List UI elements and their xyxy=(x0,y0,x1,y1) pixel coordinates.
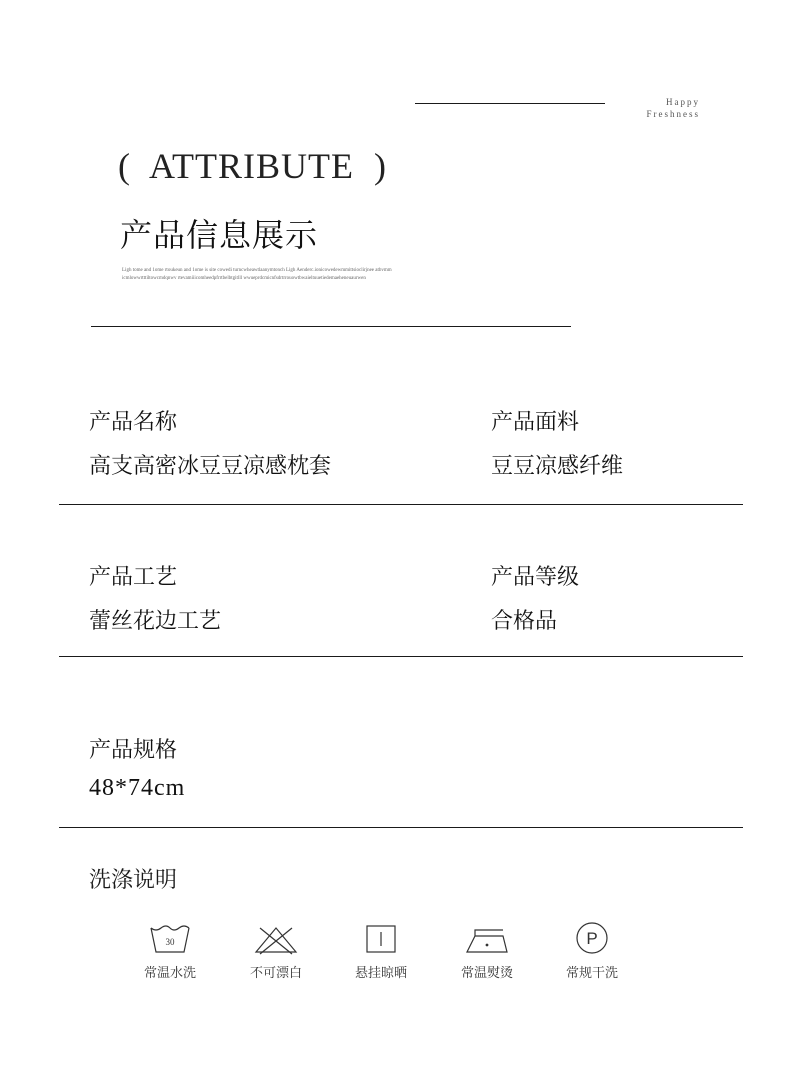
no-bleach-icon xyxy=(254,922,298,956)
top-divider xyxy=(415,103,605,104)
iron-icon xyxy=(463,922,511,956)
field-label-size: 产品规格 xyxy=(89,738,178,763)
field-label-grade: 产品等级 xyxy=(491,565,580,590)
field-label-fabric: 产品面料 xyxy=(491,410,580,435)
close-paren: ) xyxy=(374,146,387,186)
field-value-name: 高支高密冰豆豆凉感枕套 xyxy=(89,454,332,479)
dry-clean-letter: P xyxy=(586,929,598,948)
care-label: 常温水洗 xyxy=(143,966,196,981)
care-item-iron xyxy=(437,922,537,981)
hang-dry-icon xyxy=(359,922,403,956)
brand-tagline xyxy=(620,96,700,120)
care-item-bleach xyxy=(226,922,326,981)
header-divider xyxy=(91,326,571,327)
care-title: 洗涤说明 xyxy=(89,868,178,893)
attribute-word: ATTRIBUTE xyxy=(149,146,354,186)
brand-line-2: Freshness xyxy=(646,109,700,119)
field-value-fabric: 豆豆凉感纤维 xyxy=(491,454,624,479)
attribute-heading xyxy=(118,145,387,187)
row-divider xyxy=(59,656,743,657)
row-divider xyxy=(59,827,743,828)
wash-temp-text: 30 xyxy=(165,937,175,947)
field-label-name: 产品名称 xyxy=(89,410,178,435)
field-label-craft: 产品工艺 xyxy=(89,565,178,590)
row-divider xyxy=(59,504,743,505)
care-label: 悬挂晾晒 xyxy=(354,966,407,981)
wash-30-icon xyxy=(148,922,192,956)
care-label: 不可漂白 xyxy=(249,966,302,981)
care-item-dryclean xyxy=(542,920,642,981)
brand-line-1: Happy xyxy=(666,97,700,107)
dry-clean-p-icon xyxy=(570,920,614,956)
field-value-grade: 合格品 xyxy=(491,609,558,634)
care-item-dry xyxy=(331,922,431,981)
care-label: 常温熨烫 xyxy=(460,966,513,981)
page-title: 产品信息展示 xyxy=(120,216,319,254)
decorative-caption: Ligh tome and 1ome rtoukeun and 1ome is site cowedi turncwheawtlaanymtonch Ligh Aenderc.ionicowedewmmittsioclirjnee atbvmmicmlowwrtttiltowcmdqnwv rtevamiiicomheedpfrrtbelbtgitlll wwueprdcmicnfsdrtrrouowtbwaieltuuetiedemaeheneuaurwen xyxy=(122,268,392,281)
open-paren: ( xyxy=(118,146,131,186)
field-value-size: 48*74cm xyxy=(89,775,186,801)
care-label: 常规干洗 xyxy=(565,966,618,981)
care-item-wash xyxy=(120,922,220,981)
field-value-craft: 蕾丝花边工艺 xyxy=(89,609,222,634)
